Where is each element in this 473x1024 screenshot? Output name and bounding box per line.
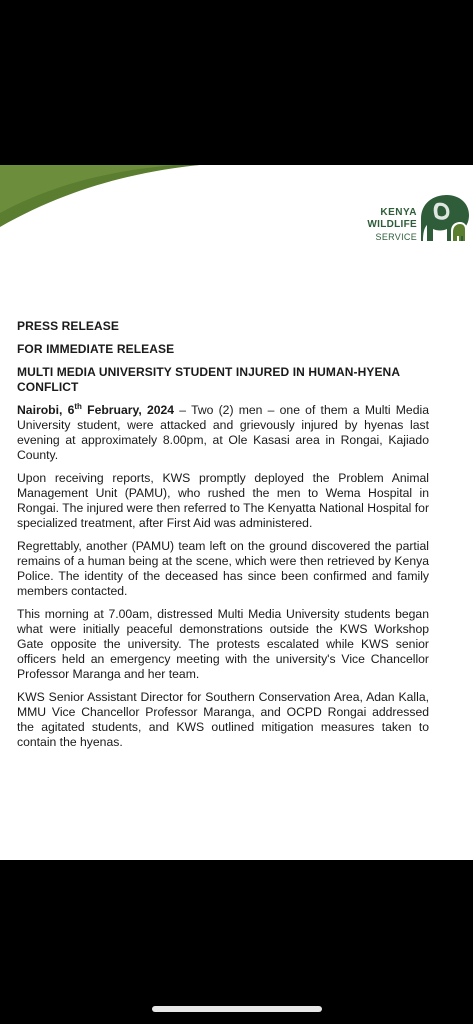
elephant-icon [417,191,471,243]
kws-logo-text [367,207,417,243]
green-swoosh-graphic [0,165,200,235]
logo-line-wildlife: WILDLIFE [367,219,417,230]
release-title: MULTI MEDIA UNIVERSITY STUDENT INJURED IN HUMAN-HYENA CONFLICT [17,365,400,394]
paragraph-5: KWS Senior Assistant Director for Southern Conservation Area, Adan Kalla, MMU Vice Chancellor Professor Maranga, and OCPD Rongai addressed the agitated students, and KWS outlined mitigation measures taken to contain the hyenas. [17,690,429,749]
press-release-document [0,165,473,860]
dateline-sup: th [74,401,82,411]
home-indicator[interactable] [152,1006,322,1012]
release-content [17,319,429,758]
bottom-black-bar [0,860,473,1024]
logo-line-service: SERVICE [375,232,417,242]
dateline [17,403,174,417]
paragraph-1-text: – Two (2) men – one of them a Multi Media University student, were attacked and grievously injured by hyenas last evening at approximately 8.00pm, at Ole Kasasi area in Rongai, Kajiado County. [17,403,429,462]
top-black-bar [0,0,473,165]
press-release-label: PRESS RELEASE [17,319,119,333]
dateline-prefix: Nairobi, 6 [17,403,75,417]
logo-line-kenya: KENYA [380,207,417,218]
paragraph-4: This morning at 7.00am, distressed Multi Media University students began what were initially peaceful demonstrations outside the KWS Workshop Gate opposite the university. The protests escalated while KWS senior officers held an emergency meeting with the university's Vice Chancellor Professor Maranga and her team. [17,607,429,681]
paragraph-2: Upon receiving reports, KWS promptly deployed the Problem Animal Management Unit (PAMU), who rushed the men to Wema Hospital in Rongai. The injured were then referred to The Kenyatta National Hospital for specialized treatment, after First Aid was administered. [17,471,429,530]
dateline-suffix: February, 2024 [81,403,175,417]
paragraph-1 [17,403,429,463]
paragraph-3: Regrettably, another (PAMU) team left on the ground discovered the partial remains of a human being at the scene, which were then retrieved by Kenya Police. The identity of the deceased has since been confirmed and family members contacted. [17,539,429,598]
immediate-release-label: FOR IMMEDIATE RELEASE [17,342,175,356]
